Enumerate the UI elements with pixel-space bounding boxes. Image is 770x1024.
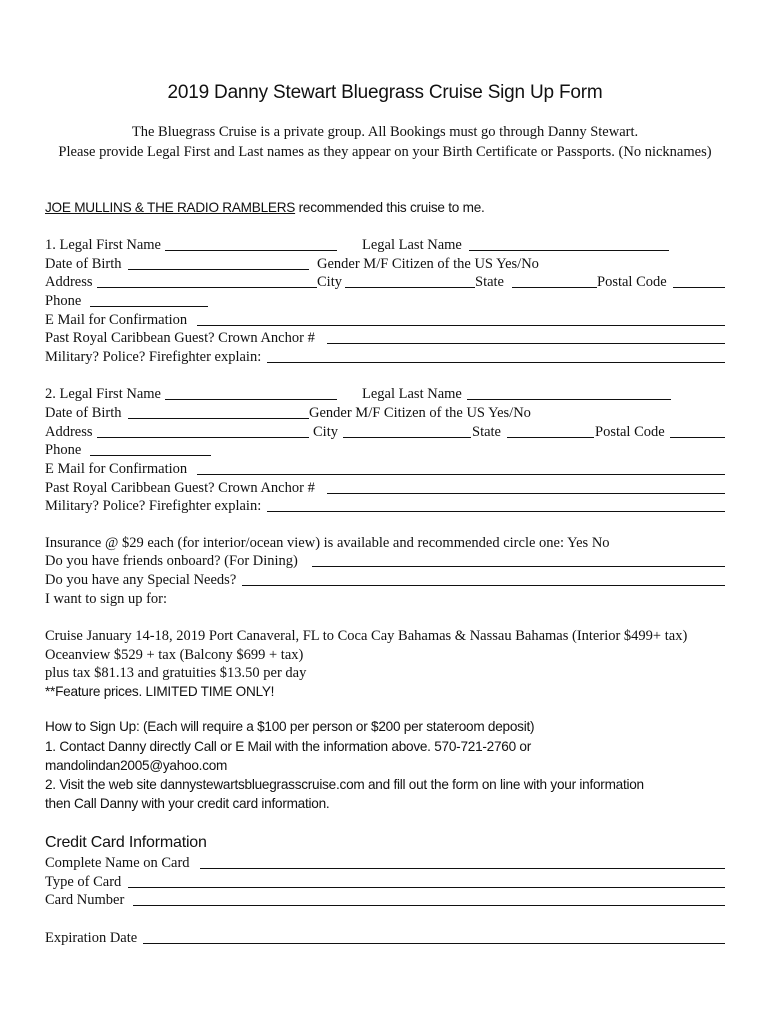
p2-address-field[interactable]: [97, 437, 309, 438]
p1-first-name-label: 1. Legal First Name: [45, 237, 161, 253]
cc-number-field[interactable]: [133, 905, 725, 906]
p2-city-field[interactable]: [343, 437, 471, 438]
p1-postal-field[interactable]: [673, 287, 725, 288]
p1-last-name-field[interactable]: [469, 250, 669, 251]
p1-address-label: Address: [45, 274, 93, 290]
p2-military-row: [45, 497, 745, 515]
p1-email-label: E Mail for Confirmation: [45, 312, 188, 328]
p2-gender-citizen-label: Gender M/F Citizen of the US Yes/No: [309, 405, 531, 421]
p2-royal-label: Past Royal Caribbean Guest? Crown Anchor #: [45, 480, 315, 496]
p2-email-field[interactable]: [197, 474, 725, 475]
howto-line-1: How to Sign Up: (Each will require a $100 per person or $200 per stateroom deposit): [45, 719, 535, 734]
p1-address-field[interactable]: [97, 287, 317, 288]
special-needs-field[interactable]: [242, 585, 725, 586]
special-needs-label: Do you have any Special Needs?: [45, 572, 237, 588]
p1-royal-field[interactable]: [327, 343, 725, 344]
p1-email-row: [45, 311, 745, 329]
p2-state-field[interactable]: [507, 437, 594, 438]
p1-city-label: City: [317, 274, 342, 290]
cc-type-field[interactable]: [128, 887, 725, 888]
p1-first-name-field[interactable]: [165, 250, 337, 251]
p1-name-row: [45, 236, 745, 254]
cc-expiration-field[interactable]: [143, 943, 725, 944]
p1-military-label: Military? Police? Firefighter explain:: [45, 349, 262, 365]
p2-last-name-field[interactable]: [467, 399, 671, 400]
p2-first-name-field[interactable]: [165, 399, 337, 400]
p1-email-field[interactable]: [197, 325, 725, 326]
p2-military-field[interactable]: [267, 511, 725, 512]
p1-city-field[interactable]: [345, 287, 475, 288]
p2-address-label: Address: [45, 424, 93, 440]
special-needs-row: [45, 571, 745, 589]
cc-name-field[interactable]: [200, 868, 725, 869]
cc-name-row: [45, 854, 745, 872]
cc-number-label: Card Number: [45, 892, 125, 908]
signup-for-line: I want to sign up for:: [45, 591, 168, 607]
p1-postal-label: Postal Code: [597, 274, 667, 290]
p2-state-label: State: [472, 424, 501, 440]
intro-line-1: The Bluegrass Cruise is a private group. All Bookings must go through Danny Stewart.: [131, 124, 639, 140]
p1-dob-row: [45, 255, 745, 273]
p1-state-field[interactable]: [512, 287, 597, 288]
recommend-text: recommended this cruise to me.: [295, 200, 485, 215]
insurance-line: Insurance @ $29 each (for interior/ocean view) is available and recommended circle one: Yes No: [45, 535, 610, 551]
p2-phone-field[interactable]: [90, 455, 211, 456]
p1-last-name-label: Legal Last Name: [362, 237, 462, 253]
p2-postal-field[interactable]: [670, 437, 725, 438]
feature-prices-note: **Feature prices. LIMITED TIME ONLY!: [45, 684, 275, 699]
p1-royal-label: Past Royal Caribbean Guest? Crown Anchor #: [45, 330, 315, 346]
friends-row: [45, 552, 745, 570]
cruise-line-3: plus tax $81.13 and gratuities $13.50 per day: [45, 665, 307, 681]
p1-address-row: [45, 273, 745, 291]
p2-military-label: Military? Police? Firefighter explain:: [45, 498, 262, 514]
p1-phone-row: [45, 292, 745, 310]
cruise-line-1: Cruise January 14-18, 2019 Port Canaveral, FL to Coca Cay Bahamas & Nassau Bahamas (Interior $499+ tax): [45, 628, 688, 644]
p1-state-label: State: [475, 274, 504, 290]
p2-first-name-label: 2. Legal First Name: [45, 386, 161, 402]
p2-address-row: [45, 423, 745, 441]
p2-phone-row: [45, 441, 745, 459]
p2-postal-label: Postal Code: [595, 424, 665, 440]
p2-dob-row: [45, 404, 745, 422]
cruise-line-2: Oceanview $529 + tax (Balcony $699 + tax): [45, 647, 304, 663]
howto-line-2: 1. Contact Danny directly Call or E Mail with the information above. 570-721-2760 or: [45, 739, 532, 754]
p2-email-row: [45, 460, 745, 478]
p2-royal-row: [45, 479, 745, 497]
p1-phone-label: Phone: [45, 293, 82, 309]
cc-type-label: Type of Card: [45, 874, 122, 890]
p2-dob-field[interactable]: [128, 418, 309, 419]
form-title: 2019 Danny Stewart Bluegrass Cruise Sign Up Form: [167, 82, 603, 103]
cc-expiration-label: Expiration Date: [45, 930, 138, 946]
p1-royal-row: [45, 329, 745, 347]
cc-number-row: [45, 891, 745, 909]
p2-phone-label: Phone: [45, 442, 82, 458]
cc-expiration-row: [45, 929, 745, 947]
p2-email-label: E Mail for Confirmation: [45, 461, 188, 477]
howto-email: mandolindan2005@yahoo.com: [45, 758, 228, 773]
credit-card-heading: Credit Card Information: [45, 834, 207, 851]
howto-line-5: then Call Danny with your credit card information.: [45, 796, 330, 811]
p1-military-row: [45, 348, 745, 366]
p2-last-name-label: Legal Last Name: [362, 386, 462, 402]
p2-city-label: City: [313, 424, 338, 440]
p1-military-field[interactable]: [267, 362, 725, 363]
recommend-line: [45, 199, 485, 217]
cc-type-row: [45, 873, 745, 891]
p2-dob-label: Date of Birth: [45, 405, 122, 421]
p2-royal-field[interactable]: [327, 493, 725, 494]
intro-line-2: Please provide Legal First and Last names as they appear on your Birth Certificate or Passports. (No nicknames): [58, 144, 712, 160]
p1-dob-label: Date of Birth: [45, 256, 122, 272]
cc-name-label: Complete Name on Card: [45, 855, 190, 871]
recommending-band: JOE MULLINS & THE RADIO RAMBLERS: [45, 200, 296, 215]
p2-name-row: [45, 385, 745, 403]
friends-label: Do you have friends onboard? (For Dining): [45, 553, 298, 569]
p1-dob-field[interactable]: [128, 269, 309, 270]
p1-phone-field[interactable]: [90, 306, 208, 307]
howto-line-4: 2. Visit the web site dannystewartsbluegrasscruise.com and fill out the form on line with your information: [45, 777, 644, 792]
p1-gender-citizen-label: Gender M/F Citizen of the US Yes/No: [317, 256, 539, 272]
friends-field[interactable]: [312, 566, 725, 567]
